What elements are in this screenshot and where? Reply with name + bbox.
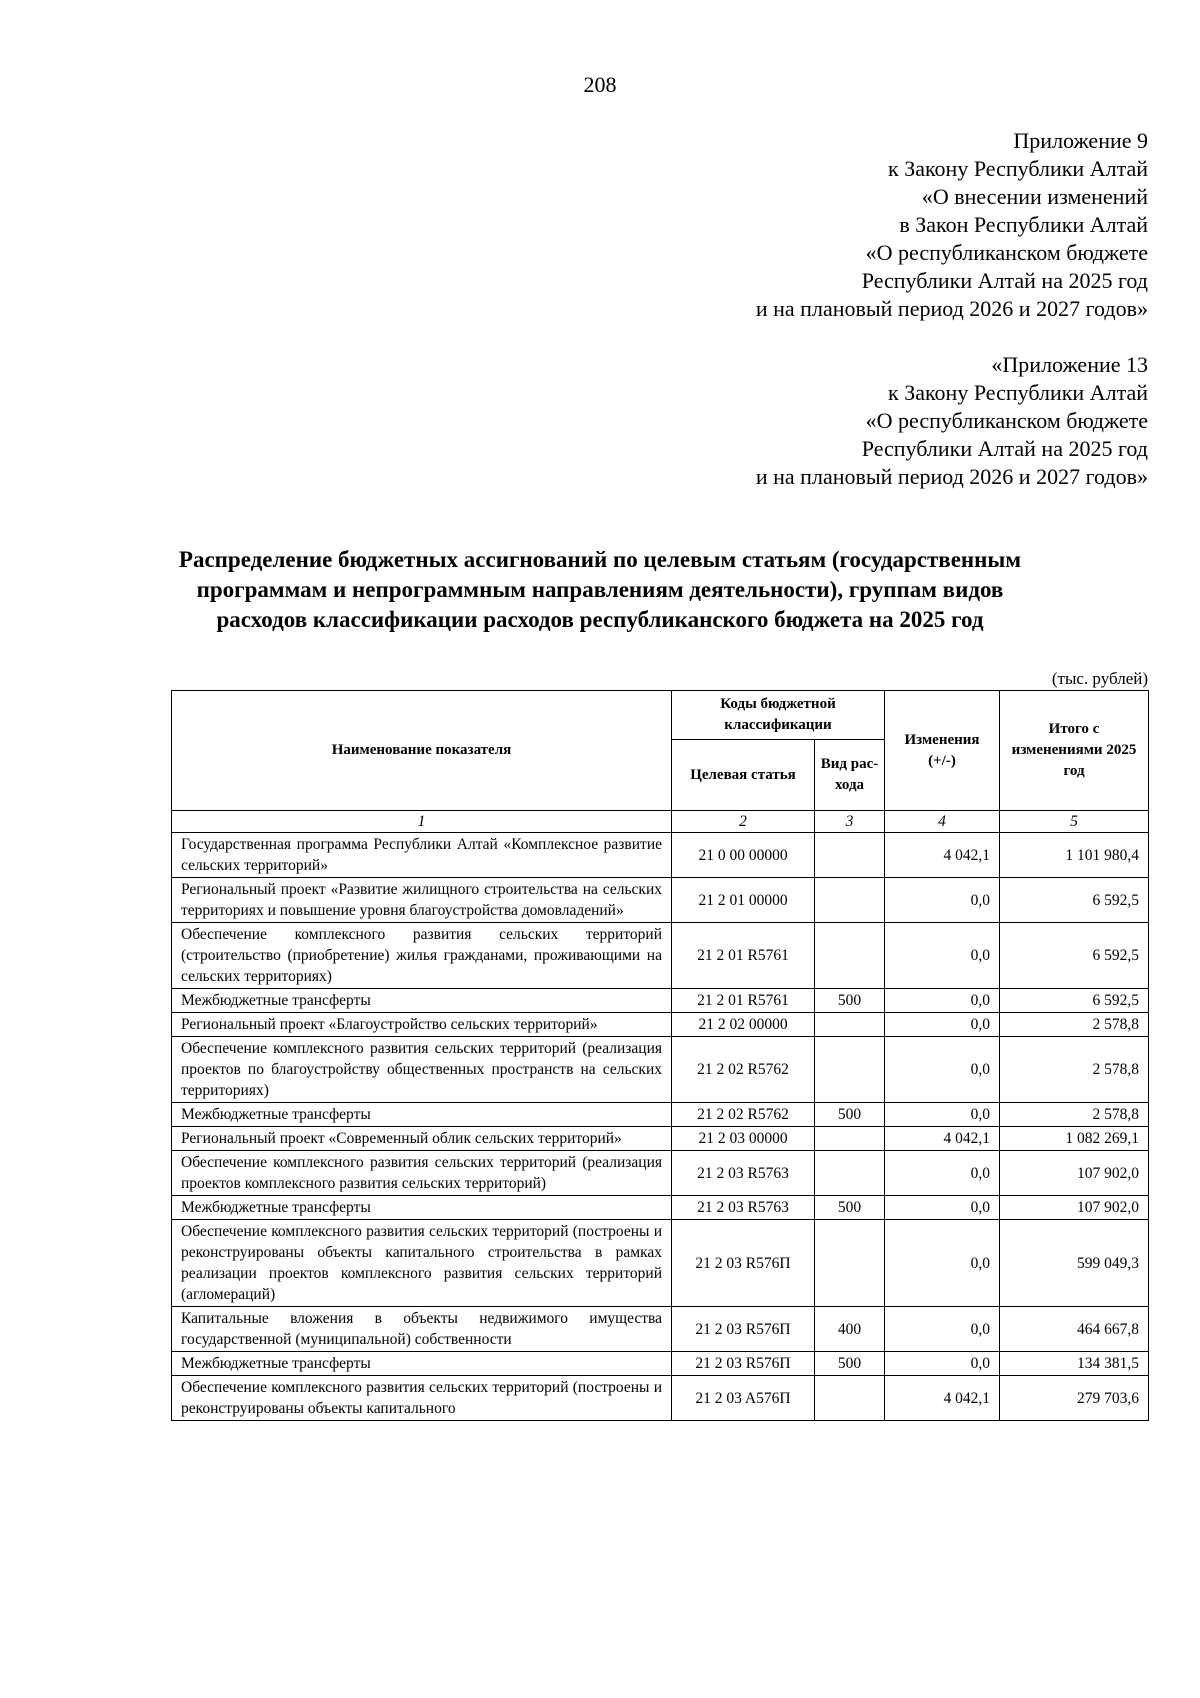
row-target-code: 21 2 02 00000 — [672, 1013, 815, 1037]
annex-line: Республики Алтай на 2025 год — [861, 436, 1148, 461]
row-name: Обеспечение комплексного развития сельских территорий (построены и реконструированы объекты капитального строительства в рамках реализации проектов комплексного развития сельских территорий (агломераций) — [172, 1220, 672, 1307]
row-vid — [815, 878, 885, 923]
table-row — [172, 1220, 1149, 1307]
row-vid — [815, 1037, 885, 1103]
row-change: 0,0 — [885, 1013, 1000, 1037]
row-name: Обеспечение комплексного развития сельских территорий (строительство (приобретение) жилья гражданами, проживающими на сельских территориях) — [172, 923, 672, 989]
annex-line: к Закону Республики Алтай — [888, 380, 1148, 405]
table-row — [172, 1127, 1149, 1151]
header-target: Целевая статья — [672, 740, 815, 811]
row-name: Обеспечение комплексного развития сельских территорий (построены и реконструированы объекты капитального — [172, 1376, 672, 1421]
row-change: 0,0 — [885, 1307, 1000, 1352]
row-change: 0,0 — [885, 989, 1000, 1013]
units-label: (тыс. рублей) — [1051, 669, 1148, 688]
row-name: Обеспечение комплексного развития сельских территорий (реализация проектов комплексного развития сельских территорий) — [172, 1151, 672, 1196]
row-vid: 500 — [815, 1196, 885, 1220]
row-total: 134 381,5 — [1000, 1352, 1149, 1376]
row-total: 6 592,5 — [1000, 923, 1149, 989]
row-change: 0,0 — [885, 1037, 1000, 1103]
table-row — [172, 1037, 1149, 1103]
column-number: 2 — [672, 811, 815, 833]
row-name: Государственная программа Республики Алтай «Комплексное развитие сельских территорий» — [172, 833, 672, 878]
row-vid — [815, 1013, 885, 1037]
row-target-code: 21 2 01 R5761 — [672, 923, 815, 989]
table-row — [172, 1352, 1149, 1376]
row-target-code: 21 2 03 R576П — [672, 1220, 815, 1307]
page-number: 208 — [583, 72, 617, 97]
row-total: 1 082 269,1 — [1000, 1127, 1149, 1151]
row-name: Региональный проект «Развитие жилищного строительства на сельских территориях и повышение уровня благоустройства домовладений» — [172, 878, 672, 923]
row-total: 6 592,5 — [1000, 989, 1149, 1013]
column-number: 3 — [815, 811, 885, 833]
row-target-code: 21 2 01 00000 — [672, 878, 815, 923]
header-vid: Вид рас-хода — [815, 740, 885, 811]
row-target-code: 21 2 03 R576П — [672, 1307, 815, 1352]
title-line: Распределение бюджетных ассигнований по целевым статьям (государственным — [178, 547, 1022, 572]
row-change: 4 042,1 — [885, 833, 1000, 878]
row-change: 0,0 — [885, 1220, 1000, 1307]
annex-line: «О республиканском бюджете — [865, 240, 1148, 265]
row-change: 0,0 — [885, 923, 1000, 989]
row-name: Региональный проект «Благоустройство сельских территорий» — [172, 1013, 672, 1037]
row-target-code: 21 2 03 00000 — [672, 1127, 815, 1151]
row-name: Межбюджетные трансферты — [172, 989, 672, 1013]
row-name: Межбюджетные трансферты — [172, 1196, 672, 1220]
row-total: 107 902,0 — [1000, 1151, 1149, 1196]
header-name: Наименование показателя — [172, 691, 672, 811]
row-target-code: 21 2 03 A576П — [672, 1376, 815, 1421]
header-total: Итого с изменениями 2025 год — [1000, 691, 1149, 811]
row-vid — [815, 1127, 885, 1151]
row-total: 2 578,8 — [1000, 1037, 1149, 1103]
annex-line: «Приложение 13 — [991, 352, 1148, 377]
column-number: 5 — [1000, 811, 1149, 833]
column-number: 1 — [172, 811, 672, 833]
row-total: 2 578,8 — [1000, 1103, 1149, 1127]
row-total: 464 667,8 — [1000, 1307, 1149, 1352]
header-change: Изменения (+/-) — [885, 691, 1000, 811]
column-number: 4 — [885, 811, 1000, 833]
row-change: 0,0 — [885, 878, 1000, 923]
row-vid: 500 — [815, 989, 885, 1013]
annex-line: в Закон Республики Алтай — [899, 212, 1148, 237]
row-total: 6 592,5 — [1000, 878, 1149, 923]
row-total: 279 703,6 — [1000, 1376, 1149, 1421]
row-name: Межбюджетные трансферты — [172, 1352, 672, 1376]
row-vid — [815, 833, 885, 878]
row-name: Региональный проект «Современный облик сельских территорий» — [172, 1127, 672, 1151]
table-row — [172, 1376, 1149, 1421]
row-vid — [815, 1376, 885, 1421]
table-row — [172, 1196, 1149, 1220]
table-row — [172, 989, 1149, 1013]
annex-line: «О республиканском бюджете — [865, 408, 1148, 433]
row-target-code: 21 2 03 R576П — [672, 1352, 815, 1376]
row-change: 4 042,1 — [885, 1127, 1000, 1151]
table-row — [172, 1151, 1149, 1196]
row-vid: 500 — [815, 1352, 885, 1376]
row-target-code: 21 2 02 R5762 — [672, 1037, 815, 1103]
row-target-code: 21 2 02 R5762 — [672, 1103, 815, 1127]
annex-line: Республики Алтай на 2025 год — [861, 268, 1148, 293]
table-row — [172, 923, 1149, 989]
row-vid — [815, 1220, 885, 1307]
row-vid — [815, 1151, 885, 1196]
document-title — [100, 545, 1100, 635]
row-total: 2 578,8 — [1000, 1013, 1149, 1037]
table-row — [172, 878, 1149, 923]
annex-line: к Закону Республики Алтай — [888, 156, 1148, 181]
annex-line: Приложение 9 — [1013, 128, 1148, 153]
row-vid: 500 — [815, 1103, 885, 1127]
row-change: 0,0 — [885, 1196, 1000, 1220]
budget-table — [171, 690, 1149, 1421]
annex-line: «О внесении изменений — [921, 184, 1148, 209]
annex-9-heading — [756, 127, 1148, 323]
row-name: Капитальные вложения в объекты недвижимого имущества государственной (муниципальной) собственности — [172, 1307, 672, 1352]
table-row — [172, 833, 1149, 878]
row-total: 107 902,0 — [1000, 1196, 1149, 1220]
row-total: 1 101 980,4 — [1000, 833, 1149, 878]
table-row — [172, 1103, 1149, 1127]
row-target-code: 21 0 00 00000 — [672, 833, 815, 878]
row-change: 0,0 — [885, 1151, 1000, 1196]
row-vid — [815, 923, 885, 989]
row-target-code: 21 2 03 R5763 — [672, 1196, 815, 1220]
header-codes: Коды бюджетной классификации — [672, 691, 885, 740]
row-change: 4 042,1 — [885, 1376, 1000, 1421]
row-total: 599 049,3 — [1000, 1220, 1149, 1307]
row-target-code: 21 2 03 R5763 — [672, 1151, 815, 1196]
row-vid: 400 — [815, 1307, 885, 1352]
row-name: Межбюджетные трансферты — [172, 1103, 672, 1127]
row-name: Обеспечение комплексного развития сельских территорий (реализация проектов по благоустройству общественных пространств на сельских территориях) — [172, 1037, 672, 1103]
annex-line: и на плановый период 2026 и 2027 годов» — [755, 296, 1148, 321]
row-target-code: 21 2 01 R5761 — [672, 989, 815, 1013]
title-line: расходов классификации расходов республиканского бюджета на 2025 год — [216, 607, 984, 632]
table-row — [172, 1013, 1149, 1037]
annex-line: и на плановый период 2026 и 2027 годов» — [755, 464, 1148, 489]
row-change: 0,0 — [885, 1352, 1000, 1376]
annex-13-heading — [756, 351, 1148, 491]
row-change: 0,0 — [885, 1103, 1000, 1127]
table-row — [172, 1307, 1149, 1352]
title-line: программам и непрограммным направлениям деятельности), группам видов — [196, 577, 1004, 602]
